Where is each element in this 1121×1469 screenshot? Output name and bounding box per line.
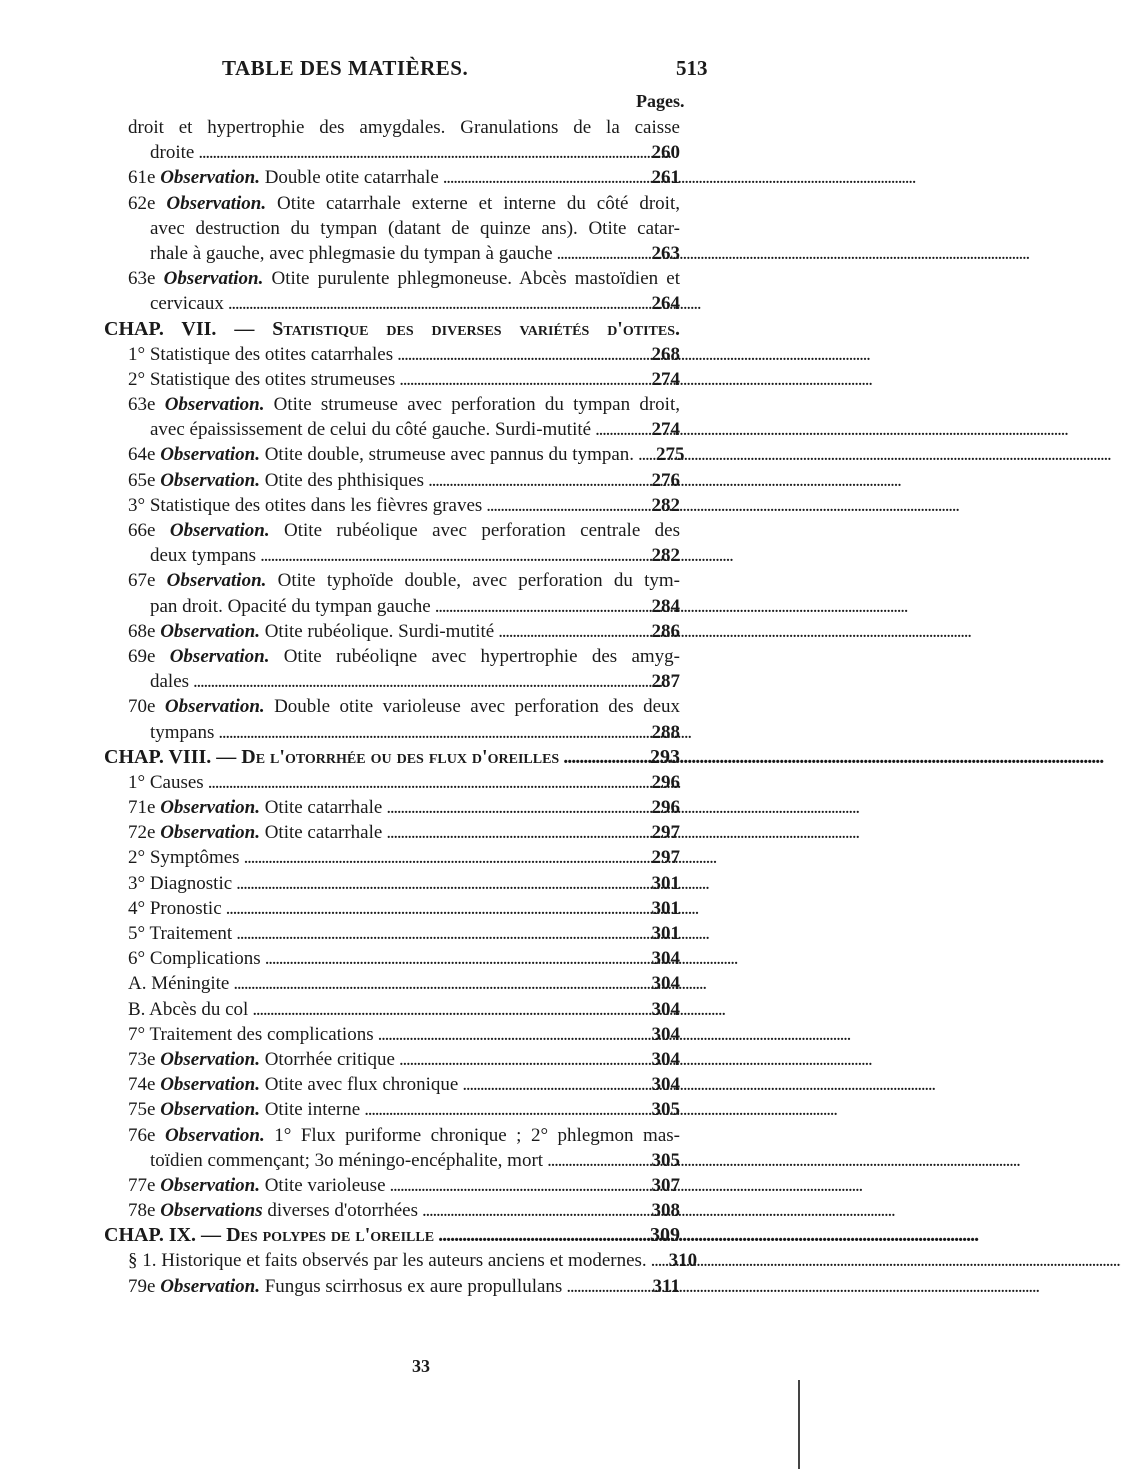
toc-entry [128, 1072, 680, 1097]
toc-entry [128, 367, 680, 392]
dot-leader [651, 1248, 665, 1273]
toc-entry-text [150, 291, 224, 316]
toc-entry-text [150, 216, 680, 241]
toc-entry-text [150, 543, 256, 568]
observation-number: 62e [128, 192, 167, 214]
dot-leader [252, 997, 647, 1022]
observation-label: Observation. [160, 167, 260, 189]
entry-title: § 1. Historique et faits observés par les auteurs anciens et modernes. [128, 1250, 647, 1272]
toc-entry-text [128, 694, 680, 719]
observation-number: 71e [128, 797, 161, 819]
entry-title: A. Méningite [128, 973, 230, 995]
toc-entry [128, 1022, 680, 1047]
dot-leader [397, 342, 647, 367]
entry-title: 2° Statistique des otites strumeuses [128, 368, 396, 390]
entry-title: 2° Symptômes [128, 847, 240, 869]
toc-entry [128, 694, 680, 719]
observation-label: Observation. [160, 822, 260, 844]
page-reference: 297 [651, 847, 680, 869]
page-reference: 304 [651, 1023, 680, 1045]
toc-entry [128, 1148, 680, 1173]
toc-entry-text [104, 317, 680, 342]
observation-label: Observation. [160, 797, 260, 819]
observation-label: Observation. [160, 1048, 260, 1070]
page-reference: 276 [651, 469, 680, 491]
running-head [0, 56, 800, 84]
page-reference: 307 [651, 1174, 680, 1196]
toc-entry-text [128, 770, 204, 795]
entry-title: 7° Traitement des complications [128, 1023, 374, 1045]
page-reference: 305 [651, 1099, 680, 1121]
toc-entry [128, 1248, 698, 1273]
dot-leader [435, 594, 648, 619]
chapter-number: CHAP. VII. — [104, 317, 273, 340]
toc-entry-text [128, 795, 382, 820]
toc-entry-text [128, 1274, 562, 1299]
entry-title: Otite purulente phlegmoneuse. Abcès mastoïdien et [263, 268, 681, 290]
page-reference: 288 [651, 721, 680, 743]
page-reference: 282 [651, 545, 680, 567]
page-reference: 296 [651, 771, 680, 793]
toc-entry-text [128, 644, 680, 669]
toc-entry-text [128, 468, 424, 493]
dot-leader [208, 770, 648, 795]
toc-entry [128, 820, 680, 845]
toc-entry [128, 795, 680, 820]
page-reference: 308 [651, 1200, 680, 1222]
entry-title: Otite typhoïde double, avec perforation du tym- [266, 570, 680, 592]
pages-column-label: Pages. [636, 91, 685, 111]
toc-entry [128, 997, 680, 1022]
entry-title: pan droit. Opacité du tympan gauche [150, 595, 431, 617]
entry-title: tympans [150, 721, 215, 743]
observation-label: Observations [160, 1200, 263, 1222]
page-reference: 268 [651, 343, 680, 365]
entry-title: 4° Pronostic [128, 897, 222, 919]
observation-number: 72e [128, 822, 161, 844]
dot-leader [244, 845, 648, 870]
entry-title: Double otite varioleuse avec perforation des deux [264, 696, 681, 718]
toc-entry-text [128, 845, 240, 870]
observation-label: Observation. [164, 1124, 265, 1146]
toc-entry [128, 871, 680, 896]
toc-entry [128, 669, 680, 694]
toc-entry-text [128, 1173, 386, 1198]
entry-title: cervicaux [150, 293, 224, 315]
entry-title: droite [150, 142, 195, 164]
toc-entry [128, 493, 680, 518]
entry-title: Otite des phthisiques [259, 469, 425, 491]
observation-number: 70e [128, 696, 165, 718]
toc-entry-text [128, 442, 634, 467]
dot-leader [595, 417, 647, 442]
entry-title: deux tympans [150, 545, 257, 567]
entry-title: B. Abcès du col [128, 998, 249, 1020]
entry-title: 3° Statistique des otites dans les fièvres graves [128, 494, 483, 516]
toc-entry [128, 543, 680, 568]
entry-title: 1° Statistique des otites catarrhales [128, 343, 394, 365]
toc-entry-text [128, 518, 680, 543]
dot-leader [438, 1223, 646, 1248]
dot-leader [364, 1097, 647, 1122]
entry-title: Fungus scirrhosus ex aure propullulans [259, 1275, 563, 1297]
toc-entry [128, 921, 680, 946]
toc-entry [128, 896, 680, 921]
dot-leader [193, 669, 647, 694]
page-reference: 263 [651, 242, 680, 264]
observation-label: Observation. [160, 444, 260, 466]
observation-number: 75e [128, 1099, 161, 1121]
toc-entry-text [104, 745, 559, 770]
observation-label: Observation. [169, 520, 270, 541]
toc-entry-text [150, 720, 214, 745]
dot-leader [218, 720, 647, 745]
observation-label: Observation. [160, 620, 260, 642]
dot-leader [228, 291, 648, 316]
toc-entry [128, 619, 680, 644]
toc-entry [128, 568, 680, 593]
dot-leader [566, 1274, 648, 1299]
entry-title: Otite double, strumeuse avec pannus du tympan. [259, 444, 635, 466]
dot-leader [547, 1148, 647, 1173]
entry-title: 5° Traitement [128, 923, 233, 944]
toc-entry-text [128, 342, 393, 367]
toc-entry-text [128, 115, 680, 140]
page-reference: 284 [651, 595, 680, 617]
toc-entry [128, 165, 680, 190]
toc-entry [128, 216, 680, 241]
toc-entry [128, 291, 680, 316]
page-reference: 260 [651, 142, 680, 164]
observation-number: 76e [128, 1124, 165, 1146]
toc-entry [128, 770, 680, 795]
toc-entry [128, 1123, 680, 1148]
dot-leader [462, 1072, 647, 1097]
observation-number: 68e [128, 620, 161, 642]
chapter-heading [104, 745, 680, 770]
toc-entry [128, 946, 680, 971]
page-reference: 297 [651, 822, 680, 844]
toc-entry-text [128, 1097, 360, 1122]
dot-leader [378, 1022, 648, 1047]
page-reference: 301 [651, 872, 680, 894]
toc-entry-text [128, 1047, 395, 1072]
toc-entry [128, 644, 680, 669]
page-reference: 310 [668, 1250, 698, 1272]
chapter-heading [104, 317, 680, 342]
dot-leader [198, 140, 647, 165]
toc-entry [128, 266, 680, 291]
entry-title: Otite varioleuse [259, 1174, 386, 1196]
toc-entry-text [128, 392, 680, 417]
toc-entry [128, 115, 680, 140]
dot-leader [498, 619, 647, 644]
entry-title: avec destruction du tympan (datant de quinze ans). Otite catar- [150, 217, 680, 239]
page-reference: 301 [651, 923, 680, 944]
entry-title: 1° Flux puriforme chronique ; 2° phlegmon mas- [264, 1124, 680, 1146]
toc-entry [128, 191, 680, 216]
observation-label: Observation. [160, 1099, 260, 1121]
entry-title: Otite rubéoliqne avec hypertrophie des amyg- [269, 645, 680, 667]
observation-label: Observation. [160, 1174, 260, 1196]
page-reference: 261 [651, 167, 680, 189]
entry-title: Statistique des diverses variétés d'otites. [272, 317, 681, 340]
toc-entry-text [128, 165, 439, 190]
observation-number: 64e [128, 444, 161, 466]
toc-entry-text [128, 1248, 647, 1273]
page-reference: 304 [651, 973, 680, 995]
dot-leader [399, 1047, 648, 1072]
toc-entry [128, 971, 680, 996]
toc-entry-text [150, 594, 431, 619]
page-reference: 293 [650, 745, 680, 768]
toc-entry [128, 140, 680, 165]
observation-label: Observation. [169, 645, 270, 667]
page-reference: 274 [651, 368, 680, 390]
toc-entry [128, 518, 680, 543]
toc-entry [128, 1274, 680, 1299]
observation-number: 63e [128, 268, 164, 290]
entry-title: rhale à gauche, avec phlegmasie du tympan à gauche [150, 242, 553, 264]
entry-title: toïdien commençant; 3o méningo-encéphalite, mort [150, 1149, 544, 1171]
toc-entry [128, 1198, 680, 1223]
dot-leader [265, 946, 648, 971]
observation-label: Observation. [164, 394, 265, 416]
entry-title: 1° Causes [128, 771, 204, 793]
entry-title: Otite strumeuse avec perforation du tympan droit, [264, 394, 680, 416]
entry-title: dales [150, 671, 190, 693]
toc-entry-text [128, 997, 248, 1022]
dot-leader [236, 921, 647, 946]
observation-number: 66e [128, 520, 170, 541]
entry-title: Otite interne [259, 1099, 361, 1121]
toc-entry [128, 845, 680, 870]
toc-entry-text [104, 1223, 434, 1248]
page-reference: 282 [651, 494, 680, 516]
entry-title: Otorrhée critique [259, 1048, 395, 1070]
toc-entry-text [150, 669, 189, 694]
page-reference: 301 [651, 897, 680, 919]
dot-leader [443, 165, 648, 190]
observation-number: 63e [128, 394, 165, 416]
toc-entry [128, 720, 680, 745]
observation-label: Observation. [160, 469, 260, 491]
entry-title: avec épaississement de celui du côté gauche. Surdi-mutité [150, 419, 592, 441]
dot-leader [260, 543, 647, 568]
page-reference: 274 [651, 419, 680, 441]
toc-entry [128, 392, 680, 417]
observation-number: 74e [128, 1074, 161, 1096]
toc-entry-text [128, 1123, 680, 1148]
entry-title: Otite avec flux chronique [259, 1074, 459, 1096]
toc-entry-text [128, 921, 232, 946]
entry-title: Des polypes de l'oreille [226, 1224, 435, 1247]
observation-number: 79e [128, 1275, 161, 1297]
observation-number: 69e [128, 645, 170, 667]
toc-entry-text [150, 241, 553, 266]
chapter-number: CHAP. VIII. — [104, 745, 242, 768]
entry-title: De l'otorrhée ou des flux d'oreilles [241, 745, 560, 768]
toc-entry [128, 594, 680, 619]
toc-entry [128, 417, 680, 442]
dot-leader [236, 871, 647, 896]
signature-mark: 33 [412, 1356, 430, 1376]
toc-entry-text [128, 971, 229, 996]
toc-entry [128, 468, 680, 493]
toc-entry [128, 1047, 680, 1072]
toc-entry [128, 241, 680, 266]
page-reference: 305 [651, 1149, 680, 1171]
observation-number: 73e [128, 1048, 161, 1070]
toc-entry-text [128, 493, 482, 518]
entry-title: 3° Diagnostic [128, 872, 233, 894]
toc-entry [128, 342, 680, 367]
toc-entry-text [128, 946, 261, 971]
observation-label: Observation. [166, 192, 267, 214]
page-reference: 309 [650, 1224, 680, 1247]
toc-entry-text [128, 191, 680, 216]
toc-entry-text [128, 1072, 458, 1097]
dot-leader [428, 468, 647, 493]
page-reference: 296 [651, 797, 680, 819]
toc-entry-text [150, 140, 194, 165]
toc-entry [128, 442, 685, 467]
entry-title: Double otite catarrhale [259, 167, 439, 189]
page-reference: 264 [651, 293, 680, 315]
page-reference: 304 [651, 948, 680, 970]
toc-entry-text [128, 896, 222, 921]
entry-title: 6° Complications [128, 948, 261, 970]
dot-leader [226, 896, 648, 921]
toc-entry-text [128, 266, 680, 291]
observation-label: Observation. [163, 268, 264, 290]
toc-entry-text [128, 820, 382, 845]
toc-entry-text [128, 619, 494, 644]
observation-number: 67e [128, 570, 167, 592]
entry-title: Otite catarrhale [259, 822, 383, 844]
page-reference: 304 [651, 998, 680, 1020]
binding-edge [798, 1380, 800, 1469]
toc-entry-text [150, 417, 591, 442]
dot-leader [399, 367, 647, 392]
entry-title: diverses d'otorrhées [262, 1200, 418, 1222]
running-head-page-number: 513 [676, 56, 708, 80]
toc-entry [128, 1173, 680, 1198]
entry-title: Otite catarrhale [259, 797, 383, 819]
dot-leader [638, 442, 652, 467]
toc-entry-text [150, 1148, 543, 1173]
dot-leader [390, 1173, 648, 1198]
toc-entry-text [128, 1022, 374, 1047]
entry-title: droit et hypertrophie des amygdales. Granulations de la caisse [128, 117, 680, 138]
page-reference: 275 [656, 444, 685, 466]
table-of-contents [104, 115, 698, 1299]
observation-number: 65e [128, 469, 161, 491]
page-reference: 304 [651, 1048, 680, 1070]
toc-entry-text [128, 568, 680, 593]
dot-leader [386, 820, 647, 845]
running-head-title: TABLE DES MATIÈRES. [222, 56, 469, 80]
toc-entry-text [128, 871, 232, 896]
page-reference: 286 [651, 620, 680, 642]
observation-label: Observation. [164, 696, 265, 718]
dot-leader [557, 241, 648, 266]
dot-leader [563, 745, 646, 770]
page-reference: 287 [651, 671, 680, 693]
toc-entry [128, 1097, 680, 1122]
entry-title: Otite catarrhale externe et interne du côté droit, [266, 192, 680, 214]
dot-leader [486, 493, 647, 518]
page-reference: 311 [652, 1275, 680, 1297]
observation-label: Observation. [166, 570, 267, 592]
toc-entry-text [128, 367, 395, 392]
dot-leader [422, 1198, 648, 1223]
entry-title: Otite rubéolique avec perforation centrale des [269, 520, 681, 541]
dot-leader [233, 971, 647, 996]
observation-number: 78e [128, 1200, 161, 1222]
observation-label: Observation. [160, 1074, 260, 1096]
page-reference: 304 [651, 1074, 680, 1096]
entry-title: Otite rubéolique. Surdi-mutité [259, 620, 495, 642]
observation-label: Observation. [160, 1275, 260, 1297]
observation-number: 77e [128, 1174, 161, 1196]
chapter-number: CHAP. IX. — [104, 1224, 227, 1247]
observation-number: 61e [128, 167, 161, 189]
dot-leader [386, 795, 647, 820]
toc-entry-text [128, 1198, 418, 1223]
chapter-heading [104, 1223, 680, 1248]
